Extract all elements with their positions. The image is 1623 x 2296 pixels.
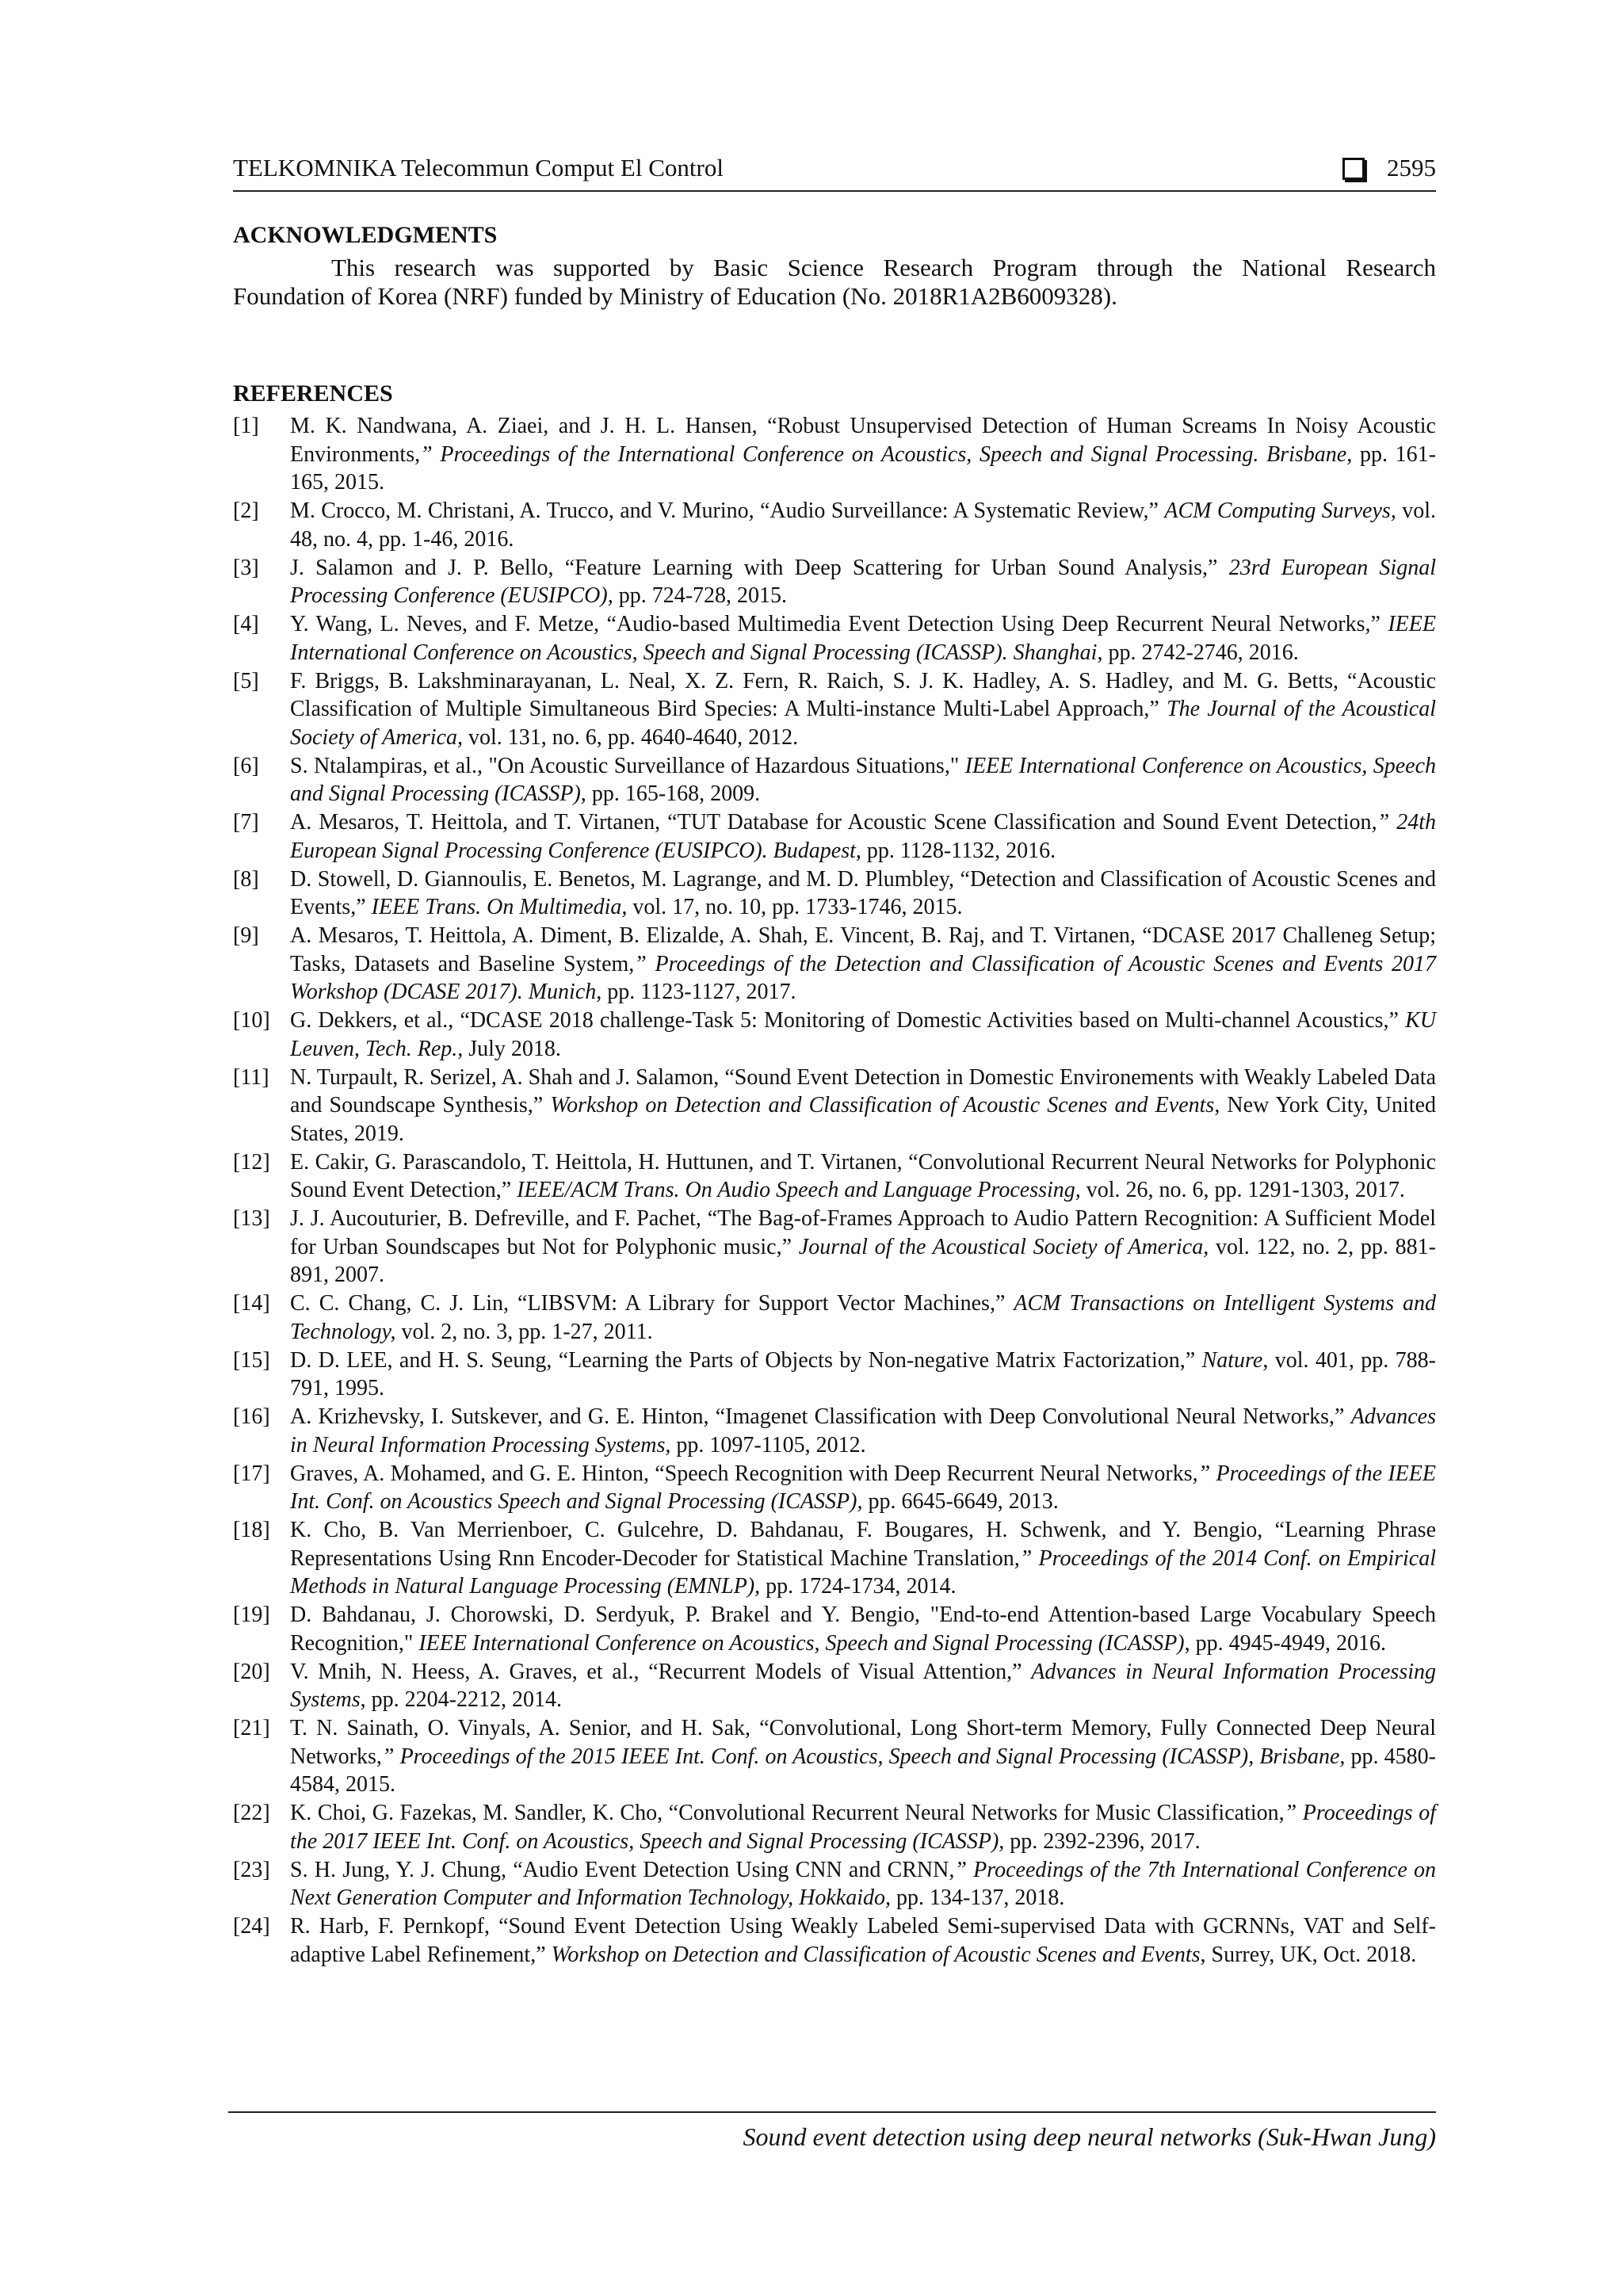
- reference-authors-title: N. Turpault, R. Serizel, A. Shah and J. Salamon, “Sound Event Detection in Domestic Environements with Weakly Labeled Data and Soundscape Synthesis,”: [290, 1064, 1436, 1117]
- reference-number: [3]: [233, 555, 259, 580]
- reference-authors-title: Graves, A. Mohamed, and G. E. Hinton, “Speech Recognition with Deep Recurrent Neural Networks: [290, 1461, 1193, 1486]
- reference-details: , pp. 4945-4949, 2016.: [1184, 1630, 1386, 1656]
- reference-details: pp. 724-728, 2015.: [613, 583, 788, 608]
- reference-item: [233, 1658, 1436, 1714]
- reference-venue: ” Proceedings of the 2015 IEEE Int. Conf. on Acoustics, Speech and Signal Processing (ICASSP), Brisbane,: [381, 1744, 1346, 1769]
- square-icon: [1342, 158, 1365, 180]
- reference-authors-title: A. Krizhevsky, I. Sutskever, and G. E. Hinton, “Imagenet Classification with Deep Convolutional Neural Networks,”: [290, 1404, 1351, 1429]
- reference-item: [233, 1289, 1436, 1346]
- reference-details: July 2018.: [463, 1036, 561, 1061]
- reference-number: [2]: [233, 499, 259, 523]
- reference-details: pp. 2392-2396, 2017.: [1004, 1828, 1201, 1854]
- reference-details: , vol. 401, pp. 788-791, 1995.: [290, 1347, 1436, 1400]
- acknowledgments-line: This research was supported by Basic Science Research Program through the National Research: [331, 254, 1436, 281]
- reference-item: [233, 1714, 1436, 1799]
- reference-item: [233, 1601, 1436, 1657]
- reference-item: [233, 1912, 1436, 1969]
- reference-item: [233, 1460, 1436, 1516]
- reference-number: [21]: [233, 1716, 270, 1740]
- reference-item: [233, 667, 1436, 752]
- reference-number: [13]: [233, 1206, 270, 1231]
- acknowledgments-heading: ACKNOWLEDGMENTS: [233, 222, 498, 248]
- reference-details: pp. 161-165, 2015.: [290, 441, 1436, 495]
- reference-authors-title: J. Salamon and J. P. Bello, “Feature Learning with Deep Scattering for Urban Sound Analysis,”: [290, 555, 1229, 580]
- reference-number: [16]: [233, 1404, 270, 1429]
- reference-details: , pp. 2204-2212, 2014.: [360, 1687, 562, 1712]
- reference-venue: IEEE Trans. On Multimedia,: [371, 895, 628, 919]
- reference-number: [24]: [233, 1914, 270, 1939]
- reference-authors-title: T. N. Sainath, O. Vinyals, A. Senior, and H. Sak, “Convolutional, Long Short-term Memory, Fully Connected Deep Neural Networks,: [290, 1716, 1436, 1769]
- reference-authors-title: M. K. Nandwana, A. Ziaei, and J. H. L. Hansen, “Robust Unsupervised Detection of Human Screams In Noisy Acoustic Environments,: [290, 414, 1436, 467]
- reference-number: [4]: [233, 612, 259, 636]
- journal-name: TELKOMNIKA Telecommun Comput El Control: [233, 154, 724, 181]
- reference-number: [5]: [233, 668, 259, 693]
- reference-item: [233, 1148, 1436, 1205]
- reference-venue: IEEE International Conference on Acoustics, Speech and Signal Processing (ICASSP),: [290, 753, 1436, 806]
- reference-number: [9]: [233, 923, 259, 948]
- reference-venue: ” Proceedings of the 2017 IEEE Int. Conf. on Acoustics, Speech and Signal Processing (ICASSP),: [290, 1801, 1437, 1854]
- reference-item: [233, 497, 1436, 553]
- reference-details: pp. 1123-1127, 2017.: [601, 980, 796, 1004]
- reference-number: [23]: [233, 1857, 270, 1882]
- reference-item: [233, 1205, 1436, 1289]
- reference-item: [233, 1007, 1436, 1063]
- reference-venue: IEEE International Conference on Acoustics, Speech and Signal Processing (ICASSP): [418, 1630, 1185, 1656]
- reference-details: vol. 122, no. 2, pp. 881-891, 2007.: [290, 1234, 1436, 1287]
- reference-number: [17]: [233, 1461, 270, 1486]
- running-footer: Sound event detection using deep neural networks (Suk-Hwan Jung): [743, 2122, 1436, 2151]
- reference-authors-title: D. D. LEE, and H. S. Seung, “Learning the Parts of Objects by Non-negative Matrix Factorization,”: [290, 1347, 1202, 1373]
- reference-venue: ACM Computing Surveys,: [1164, 499, 1396, 523]
- reference-authors-title: M. Crocco, M. Christani, A. Trucco, and V. Murino, “Audio Surveillance: A Systematic Review,”: [290, 499, 1165, 523]
- reference-venue: ,” 24th European Signal Processing Conference (EUSIPCO). Budapest,: [290, 810, 1437, 863]
- reference-details: pp. 1128-1132, 2016.: [861, 838, 1056, 863]
- reference-authors-title: D. Stowell, D. Giannoulis, E. Benetos, M. Lagrange, and M. D. Plumbley, “Detection and Classification of Acoustic Scenes and Events,”: [290, 866, 1436, 919]
- reference-item: [233, 865, 1436, 922]
- reference-item: [233, 808, 1436, 865]
- reference-number: [6]: [233, 753, 259, 778]
- reference-venue: The Journal of the Acoustical Society of America,: [290, 697, 1436, 750]
- page-number: 2595: [1387, 154, 1436, 181]
- reference-venue: ,” Proceedings of the 7th International Conference on Next Generation Computer and Information Technology, Hokkaido,: [290, 1857, 1437, 1910]
- reference-authors-title: A. Mesaros, T. Heittola, and T. Virtanen, “TUT Database for Acoustic Scene Classification and Sound Event Detection: [290, 810, 1372, 835]
- reference-authors-title: Y. Wang, L. Neves, and F. Metze, “Audio-based Multimedia Event Detection Using Deep Recurrent Neural Networks,”: [290, 612, 1388, 636]
- reference-venue: Workshop on Detection and Classification of Acoustic Scenes and Events: [551, 1942, 1201, 1967]
- reference-number: [8]: [233, 866, 259, 892]
- reference-item: [233, 554, 1436, 610]
- reference-venue: ” Proceedings of the Detection and Classification of Acoustic Scenes and Events 2017 Workshop (DCASE 2017). Munich,: [290, 951, 1436, 1004]
- reference-authors-title: J. J. Aucouturier, B. Defreville, and F. Pachet, “The Bag-of-Frames Approach to Audio Pattern Recognition: A Sufficient Model for Urban Soundscapes but Not for Polyphonic music,”: [290, 1206, 1436, 1259]
- references-heading: REFERENCES: [233, 380, 393, 407]
- reference-item: [233, 1064, 1436, 1148]
- reference-details: vol. 131, no. 6, pp. 4640-4640, 2012.: [462, 724, 799, 750]
- reference-details: vol. 48, no. 4, pp. 1-46, 2016.: [290, 499, 1437, 552]
- reference-authors-title: S. Ntalampiras, et al., "On Acoustic Surveillance of Hazardous Situations,": [290, 753, 965, 778]
- reference-venue: ACM Transactions on Intelligent Systems and Technology,: [290, 1291, 1436, 1344]
- reference-number: [14]: [233, 1291, 270, 1316]
- reference-authors-title: K. Choi, G. Fazekas, M. Sandler, K. Cho, “Convolutional Recurrent Neural Networks for Music Classification,: [290, 1801, 1285, 1825]
- reference-details: pp. 134-137, 2018.: [891, 1885, 1065, 1910]
- reference-number: [18]: [233, 1518, 270, 1542]
- footer-divider: [228, 2111, 1436, 2113]
- reference-details: , Surrey, UK, Oct. 2018.: [1200, 1942, 1417, 1967]
- reference-details: pp. 165-168, 2009.: [586, 781, 761, 806]
- reference-list: [233, 412, 1436, 1969]
- reference-number: [22]: [233, 1801, 270, 1825]
- reference-venue: 23rd European Signal Processing Conference (EUSIPCO),: [290, 555, 1436, 608]
- reference-details: pp. 6645-6649, 2013.: [862, 1489, 1059, 1514]
- reference-venue: Journal of the Acoustical Society of America,: [798, 1234, 1209, 1259]
- reference-venue: Advances in Neural Information Processing Systems: [290, 1659, 1437, 1712]
- reference-number: [11]: [233, 1064, 269, 1090]
- reference-number: [1]: [233, 414, 259, 438]
- reference-details: , New York City, United States, 2019.: [290, 1093, 1436, 1146]
- reference-venue: KU Leuven, Tech. Rep.,: [290, 1008, 1436, 1061]
- reference-number: [12]: [233, 1149, 270, 1175]
- reference-item: [233, 1799, 1436, 1855]
- reference-number: [10]: [233, 1008, 270, 1033]
- reference-authors-title: R. Harb, F. Pernkopf, “Sound Event Detection Using Weakly Labeled Semi-supervised Data with GCRNNs, VAT and Self-adaptive Label Refinement,”: [290, 1914, 1436, 1967]
- reference-authors-title: A. Mesaros, T. Heittola, A. Diment, B. Elizalde, A. Shah, E. Vincent, B. Raj, and T. Virtanen, “DCASE 2017 Challeneg Setup; Tasks, Datasets and Baseline System,: [290, 923, 1436, 976]
- reference-item: [233, 1516, 1436, 1601]
- reference-details: vol. 2, no. 3, pp. 1-27, 2011.: [395, 1319, 653, 1344]
- reference-number: [19]: [233, 1603, 270, 1627]
- reference-details: pp. 1724-1734, 2014.: [760, 1574, 957, 1599]
- reference-authors-title: F. Briggs, B. Lakshminarayanan, L. Neal, X. Z. Fern, R. Raich, S. J. K. Hadley, A. S. Hadley, and M. G. Betts, “Acoustic Classification of Multiple Simultaneous Bird Species: A Multi-instance Multi-Label Approach,”: [290, 668, 1436, 721]
- reference-item: [233, 412, 1436, 497]
- reference-number: [15]: [233, 1347, 270, 1373]
- page-header: [233, 154, 1436, 192]
- reference-venue: ,” Proceedings of the 2014 Conf. on Empirical Methods in Natural Language Processing (EMNLP),: [290, 1545, 1436, 1599]
- reference-number: [20]: [233, 1659, 270, 1684]
- reference-details: pp. 4580-4584, 2015.: [290, 1744, 1436, 1797]
- reference-authors-title: E. Cakir, G. Parascandolo, T. Heittola, H. Huttunen, and T. Virtanen, “Convolutional Recurrent Neural Networks for Polyphonic Sound Event Detection,”: [290, 1149, 1436, 1202]
- reference-details: vol. 17, no. 10, pp. 1733-1746, 2015.: [627, 895, 963, 919]
- reference-details: vol. 26, no. 6, pp. 1291-1303, 2017.: [1080, 1178, 1405, 1202]
- reference-item: [233, 1403, 1436, 1459]
- reference-authors-title: C. C. Chang, C. J. Lin, “LIBSVM: A Library for Support Vector Machines,”: [290, 1291, 1014, 1316]
- reference-authors-title: D. Bahdanau, J. Chorowski, D. Serdyuk, P. Brakel and Y. Bengio, "End-to-end Attention-based Large Vocabulary Speech Recognition,": [290, 1603, 1436, 1656]
- reference-venue: ,” Proceedings of the IEEE Int. Conf. on Acoustics Speech and Signal Processing (ICASSP),: [290, 1461, 1436, 1514]
- acknowledgments-text: [233, 254, 1436, 311]
- reference-venue: ” Proceedings of the International Conference on Acoustics, Speech and Signal Processing. Brisbane,: [420, 441, 1353, 467]
- reference-item: [233, 1347, 1436, 1403]
- reference-details: pp. 1097-1105, 2012.: [670, 1432, 866, 1457]
- reference-venue: IEEE International Conference on Acoustics, Speech and Signal Processing (ICASSP). Shanghai,: [290, 612, 1436, 665]
- reference-venue: Nature: [1201, 1347, 1263, 1373]
- reference-details: pp. 2742-2746, 2016.: [1102, 640, 1299, 665]
- reference-venue: Advances in Neural Information Processing Systems,: [290, 1404, 1436, 1457]
- reference-item: [233, 610, 1436, 667]
- reference-venue: Workshop on Detection and Classification of Acoustic Scenes and Events: [550, 1093, 1215, 1117]
- reference-authors-title: S. H. Jung, Y. J. Chung, “Audio Event Detection Using CNN and CRNN: [290, 1857, 949, 1882]
- reference-venue: IEEE/ACM Trans. On Audio Speech and Language Processing,: [517, 1178, 1081, 1202]
- reference-authors-title: K. Cho, B. Van Merrienboer, C. Gulcehre, D. Bahdanau, F. Bougares, H. Schwenk, and Y. Bengio, “Learning Phrase Representations Using Rnn Encoder-Decoder for Statistical Machine Translation: [290, 1518, 1436, 1571]
- reference-item: [233, 1856, 1436, 1912]
- reference-item: [233, 922, 1436, 1007]
- acknowledgments-line: Foundation of Korea (NRF) funded by Ministry of Education (No. 2018R1A2B6009328).: [233, 282, 1117, 310]
- reference-item: [233, 752, 1436, 808]
- reference-authors-title: V. Mnih, N. Heess, A. Graves, et al., “Recurrent Models of Visual Attention,”: [290, 1659, 1032, 1684]
- reference-number: [7]: [233, 810, 259, 835]
- reference-authors-title: G. Dekkers, et al., “DCASE 2018 challenge-Task 5: Monitoring of Domestic Activities based on Multi-channel Acoustics,”: [290, 1008, 1406, 1033]
